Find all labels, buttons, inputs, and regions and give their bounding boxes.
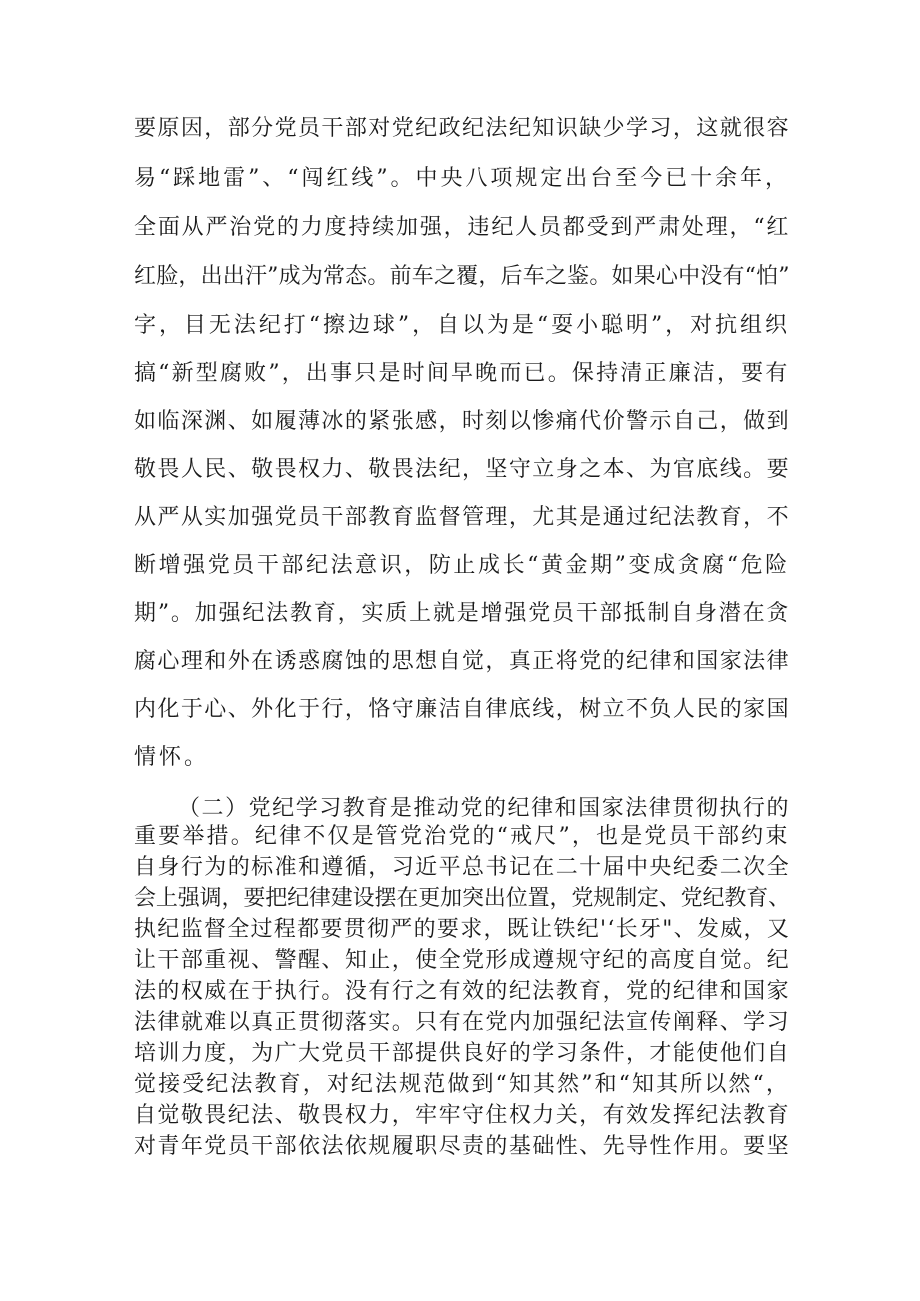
paragraph-2-first-line: （二）党纪学习教育是推动党的纪律和国家法律贯彻执行的 — [178, 796, 791, 821]
paragraph-2-line: 重要举措。纪律不仅是管党治党的“戒尺”，也是党员干部约束 — [134, 824, 790, 849]
paragraph-2-line: 自觉敬畏纪法、敬畏权力，牢牢守住权力关，有效发挥纪法教育 — [134, 1103, 791, 1128]
paragraph-1-line: 搞“新型腐败”，出事只是时间早晚而已。保持清正廉洁，要有 — [134, 361, 790, 386]
paragraph-1-line: 期”。加强纪法教育，实质上就是增强党员干部抵制自身潜在贪 — [134, 601, 791, 626]
paragraph-1-line: 内化于心、外化于行，恪守廉洁自律底线，树立不负人民的家国 — [134, 697, 791, 722]
paragraph-1-line: 敬畏人民、敬畏权力、敬畏法纪，坚守立身之本、为官底线。要 — [134, 457, 791, 482]
paragraph-1-line: 情怀。 — [134, 745, 210, 770]
paragraph-2-line: 执纪监督全过程都要贯彻严的要求，既让铁纪'‘长牙"、发威，又 — [134, 917, 791, 942]
paragraph-1-line: 易“踩地雷”、“闯红线”。中央八项规定出台至今已十余年， — [134, 166, 790, 191]
paragraph-1-line: 腐心理和外在诱惑腐蚀的思想自觉，真正将党的纪律和国家法律 — [134, 649, 791, 674]
paragraph-2-line: 对青年党员干部依法依规履职尽责的基础性、先导性作用。要坚 — [134, 1134, 791, 1159]
paragraph-1-line: 断增强党员干部纪法意识，防止成长“黄金期”变成贪腐“危险 — [134, 553, 790, 578]
paragraph-1-line: 如临深渊、如履薄冰的紧张感，时刻以惨痛代价警示自己，做到 — [134, 409, 791, 434]
paragraph-2-line: 让干部重视、警醒、知止，使全党形成遵规守纪的高度自觉。纪 — [134, 948, 791, 973]
paragraph-1-line: 全面从严治党的力度持续加强，违纪人员都受到严肃处理，“红 — [134, 215, 791, 240]
paragraph-2-line: 觉接受纪法教育，对纪法规范做到“知其然”和“知其所以然“， — [134, 1072, 790, 1097]
paragraph-2-line: 法律就难以真正贯彻落实。只有在党内加强纪法宣传阐释、学习 — [134, 1010, 791, 1035]
paragraph-1-line: 红脸，出出汗”成为常态。前车之覆，后车之鉴。如果心中没有“怕” — [134, 264, 790, 289]
paragraph-1-line: 字，目无法纪打“擦边球”，自以为是“耍小聪明”，对抗组织 — [134, 313, 790, 338]
paragraph-1-line: 要原因，部分党员干部对党纪政纪法纪知识缺少学习，这就很容 — [134, 116, 791, 141]
paragraph-2-line: 培训力度，为广大党员干部提供良好的学习条件，才能使他们自 — [134, 1041, 791, 1066]
paragraph-2-line: 法的权威在于执行。没有行之有效的纪法教育，党的纪律和国家 — [134, 979, 791, 1004]
paragraph-1-line: 从严从实加强党员干部教育监督管理，尤其是通过纪法教育，不 — [134, 505, 791, 530]
paragraph-2-line: 会上强调，要把纪律建设摆在更加突出位置，党规制定、党纪教育、 — [134, 886, 791, 911]
paragraph-2-line: 自身行为的标准和遵循，习近平总书记在二十届中央纪委二次全 — [134, 855, 791, 880]
